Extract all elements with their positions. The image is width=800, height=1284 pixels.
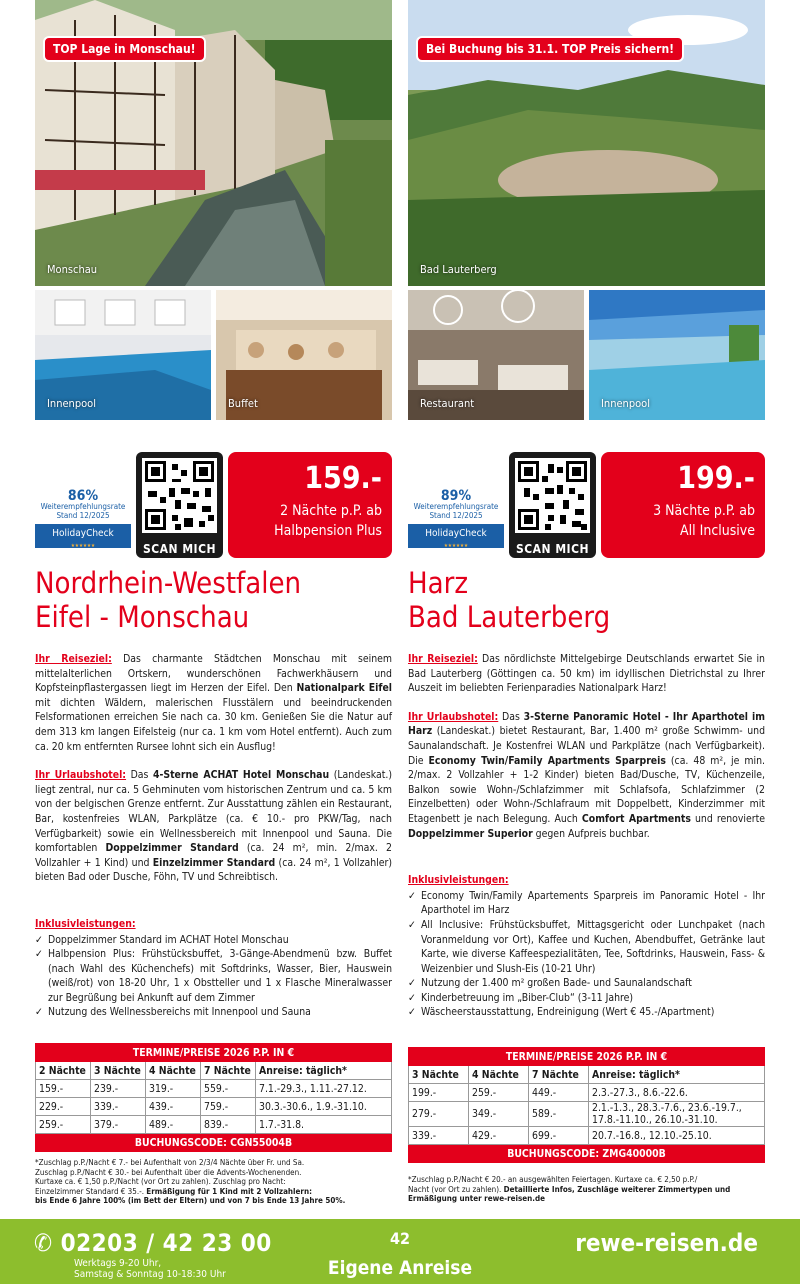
- holidaycheck-badge: [408, 488, 504, 556]
- offer-bad-lauterberg: [408, 0, 765, 1203]
- photo-caption: Restaurant: [420, 397, 475, 410]
- list-item: ✓ Halbpension Plus: Frühstücksbuffet, 3-Gänge-Abendmenü bzw. Buffet (nach Wahl des Küchenchefs) mit Softdrinks, Wasser, Bier, Hauswein (weiß/rot) von 18-20 Uhr, 1 x Obstteller und 1 x Flasche Mineralwasser zur Begrüßung bei Ankunft auf dem Zimmer: [35, 947, 392, 1005]
- price-notes: *Zuschlag p.P./Nacht € 7.- bei Aufenthalt von 2/3/4 Nächte über Fr. und Sa. Zuschlag p.P./Nacht € 30.- bei Aufenthalt über die Advents-Wochenenden. Kurtaxe ca. € 1,50 p.P./Nacht (vor Ort zu zahlen). Zuschlag pro Nacht: Einzelzimmer Standard € 35.-. Ermäßigung für 1 Kind mit 2 Vollzahlern: bis Ende 6 Jahre 100% (im Bett der Eltern) und von 7 bis Ende 13 Jahre 50%.: [35, 1158, 346, 1205]
- hero-photo-monschau: [35, 0, 392, 286]
- photo-caption: Buffet: [228, 397, 258, 410]
- recommend-date: Stand 12/2025: [429, 511, 483, 520]
- hotel-paragraph: Ihr Urlaubshotel: Das 3-Sterne Panoramic Hotel - Ihr Aparthotel im Harz (Landeskat.) bietet Restaurant, Bar, 1.400 m² große Schwimm- und Saunalandschaft. Je Kostenfrei WLAN und Parkplätze (nach Verfügbarkeit). Die Economy Twin/Family Apartments Sparpreis (ca. 48 m², je min. 2/max. 2 Vollzahler + 1-2 Kinder) bieten Bad/Dusche, TV, Küchenzeile, Balkon sowie Wohn-/Schlafzimmer mit Schlafsofa, Schlafzimmer (2 Einzelbetten) oder Wohn-/Schlafraum mit Doppelbett, Kinderzimmer mit Etagenbett je nach Belegung. Auch Comfort Apartments und renovierte Doppelzimmer Superior gegen Aufpreis buchbar.: [408, 710, 765, 840]
- table-row: 159.- 239.- 319.- 559.- 7.1.-29.3., 1.11.-27.12.: [36, 1080, 392, 1098]
- photo-buffet: [216, 290, 392, 420]
- photo-innenpool: [35, 290, 211, 420]
- table-row: 199.- 259.- 449.- 2.3.-27.3., 8.6.-22.6.: [409, 1084, 765, 1102]
- offer-monschau: [35, 0, 393, 1205]
- price-value: 199.-: [677, 461, 755, 496]
- list-item: ✓ Wäscheerstausstattung, Endreinigung (Wert € 45.-/Apartment): [408, 1005, 765, 1020]
- booking-code: BUCHUNGSCODE: CGN55004B: [36, 1134, 392, 1152]
- website-link[interactable]: rewe-reisen.de: [575, 1229, 758, 1257]
- recommend-rate: 89%: [440, 488, 472, 504]
- price-notes: *Zuschlag p.P./Nacht € 20.- an ausgewählten Feiertagen. Kurtaxe ca. € 2,50 p.P./ Nacht (vor Ort zu zahlen). Detaillierte Infos, Zuschläge weiterer Zimmertypen und Ermäßigung unter rewe-reisen.de: [408, 1175, 731, 1203]
- recommend-label: Weiterempfehlungsrate: [40, 502, 126, 511]
- table-row: 229.- 339.- 439.- 759.- 30.3.-30.6., 1.9.-31.10.: [36, 1098, 392, 1116]
- destination-paragraph: Ihr Reiseziel: Das charmante Städtchen Monschau mit seinem mittelalterlichen Ortskern, wunderschönen Fachwerkhäusern und Kopfsteinpflastergassen liegt im Herzen der Eifel. Den Nationalpark Eifel mit dichten Wäldern, malerischen Flusstälern und beeindruckenden Felsformationen erreichen Sie nach ca. 30 km. Genießen Sie die Natur auf dem 313 km langen Eifelsteig (nur ca. 1 km vom Hotel entfernt). Auch zum ca. 20 km entfernten Rursee lohnt sich ein Ausflug!: [35, 653, 392, 753]
- travel-type-label: Eigene Anreise: [327, 1257, 473, 1279]
- qr-code-icon: [515, 458, 590, 533]
- price-nights: 3 Nächte p.P. ab: [653, 503, 755, 519]
- qr-code-icon: [142, 458, 217, 533]
- price-board: Halbpension Plus: [274, 523, 382, 539]
- table-header-row: 3 Nächte 4 Nächte 7 Nächte Anreise: täglich*: [409, 1066, 765, 1084]
- price-table: [408, 1047, 765, 1163]
- price-value: 159.-: [304, 461, 382, 496]
- table-row: 339.- 429.- 699.- 20.7.-16.8., 12.10.-25.10.: [409, 1127, 765, 1145]
- star-icon: ★★★★★★: [70, 543, 96, 549]
- list-item: ✓ Nutzung der 1.400 m² großen Bade- und Saunalandschaft: [408, 976, 765, 991]
- list-item: ✓ Economy Twin/Family Apartements Sparpreis im Panoramic Hotel - Ihr Aparthotel im Harz: [408, 889, 765, 918]
- holidaycheck-logo: HolidayCheck ★★★★★★: [35, 524, 131, 548]
- table-heading: TERMINE/PREISE 2026 P.P. IN €: [36, 1044, 392, 1062]
- hotel-paragraph: Ihr Urlaubshotel: Das 4-Sterne ACHAT Hotel Monschau (Landeskat.) liegt zentral, nur ca. 5 Gehminuten vom historischen Zentrum und ca. 5 km von der belgischen Grenze entfernt. Zur Ausstattung zählen ein Restaurant, Bar, kostenfreies WLAN, Parkplätze (ca. € 10.- pro PKW/Tag, nach Verfügbarkeit) sowie ein Wellnessbereich mit Innenpool und Sauna. Die komfortablen Doppelzimmer Standard (ca. 24 m², min. 2/max. 2 Vollzahler + 1 Kind) und Einzelzimmer Standard (ca. 24 m², 1 Vollzahler) bieten Bad oder Dusche, Föhn, TV und Schreibtisch.: [35, 769, 393, 884]
- offer-description: [408, 652, 765, 1020]
- scan-label: SCAN MICH: [142, 542, 217, 556]
- list-item: ✓ Kinderbetreuung im „Biber-Club“ (3-11 Jahre): [408, 991, 765, 1006]
- photo-caption: Monschau: [47, 263, 98, 276]
- offer-tag: TOP Lage in Monschau!: [43, 36, 206, 62]
- price-box: [601, 452, 765, 558]
- offer-description: [35, 652, 392, 1020]
- phone-number[interactable]: ✆ 02203 / 42 23 00: [34, 1229, 272, 1257]
- photo-innenpool: [589, 290, 765, 420]
- qr-code[interactable]: [509, 452, 596, 558]
- list-item: ✓ Nutzung des Wellnessbereichs mit Innenpool und Sauna: [35, 1005, 392, 1020]
- inclusive-list: [408, 889, 765, 1020]
- qr-code[interactable]: [136, 452, 223, 558]
- holidaycheck-logo: HolidayCheck ★★★★★★: [408, 524, 504, 548]
- photo-caption: Innenpool: [47, 397, 96, 410]
- offer-title: Harz Bad Lauterberg: [408, 566, 611, 634]
- photo-caption: Innenpool: [601, 397, 650, 410]
- list-item: ✓ Doppelzimmer Standard im ACHAT Hotel Monschau: [35, 933, 392, 948]
- table-row: 259.- 379.- 489.- 839.- 1.7.-31.8.: [36, 1116, 392, 1134]
- footer-bar: [0, 1219, 800, 1284]
- table-header-row: 2 Nächte 3 Nächte 4 Nächte 7 Nächte Anreise: täglich*: [36, 1062, 392, 1080]
- phone-icon: ✆: [34, 1229, 53, 1257]
- photo-restaurant: [408, 290, 584, 420]
- inclusive-heading: Inklusivleistungen:: [35, 917, 136, 930]
- hero-photo-bad-lauterberg: [408, 0, 765, 286]
- price-table: [35, 1043, 392, 1152]
- table-row: 279.- 349.- 589.- 2.1.-1.3., 28.3.-7.6., 23.6.-19.7., 17.8.-11.10., 26.10.-31.10.: [409, 1102, 765, 1127]
- recommend-label: Weiterempfehlungsrate: [413, 502, 499, 511]
- inclusive-list: [35, 933, 392, 1021]
- price-board: All Inclusive: [680, 523, 755, 539]
- star-icon: ★★★★★★: [443, 543, 469, 549]
- inclusive-heading: Inklusivleistungen:: [408, 874, 509, 887]
- destination-paragraph: Ihr Reiseziel: Das nördlichste Mittelgebirge Deutschlands erwartet Sie in Bad Lauterberg (Göttingen ca. 50 km) im idyllischen Dietrichstal zu Ihrer Auszeit im beliebten Ferienparadies Nationalpark Harz!: [408, 653, 765, 695]
- page-number: 42: [389, 1229, 411, 1248]
- offer-tag: Bei Buchung bis 31.1. TOP Preis sichern!: [416, 36, 684, 62]
- offer-title: Nordrhein-Westfalen Eifel - Monschau: [35, 566, 302, 634]
- opening-hours: Werktags 9-20 Uhr, Samstag & Sonntag 10-18:30 Uhr: [74, 1258, 226, 1280]
- table-heading: TERMINE/PREISE 2026 P.P. IN €: [409, 1048, 765, 1066]
- scan-label: SCAN MICH: [515, 542, 590, 556]
- list-item: ✓ All Inclusive: Frühstücksbuffet, Mittagsgericht oder Lunchpaket (nach Voranmeldung vor Ort), Kaffee und Kuchen, Abendbuffet, Getränke laut Karte, wie diverse Kaffeespezialitäten, Tee, Softdrinks, Hauswein, Fass- & Weizenbier und Slush-Eis (10-21 Uhr): [408, 918, 765, 976]
- booking-code: BUCHUNGSCODE: ZMG40000B: [409, 1145, 765, 1163]
- price-box: [228, 452, 392, 558]
- recommend-rate: 86%: [67, 488, 99, 504]
- photo-caption: Bad Lauterberg: [420, 263, 497, 276]
- price-nights: 2 Nächte p.P. ab: [280, 503, 382, 519]
- holidaycheck-badge: [35, 488, 131, 556]
- recommend-date: Stand 12/2025: [56, 511, 110, 520]
